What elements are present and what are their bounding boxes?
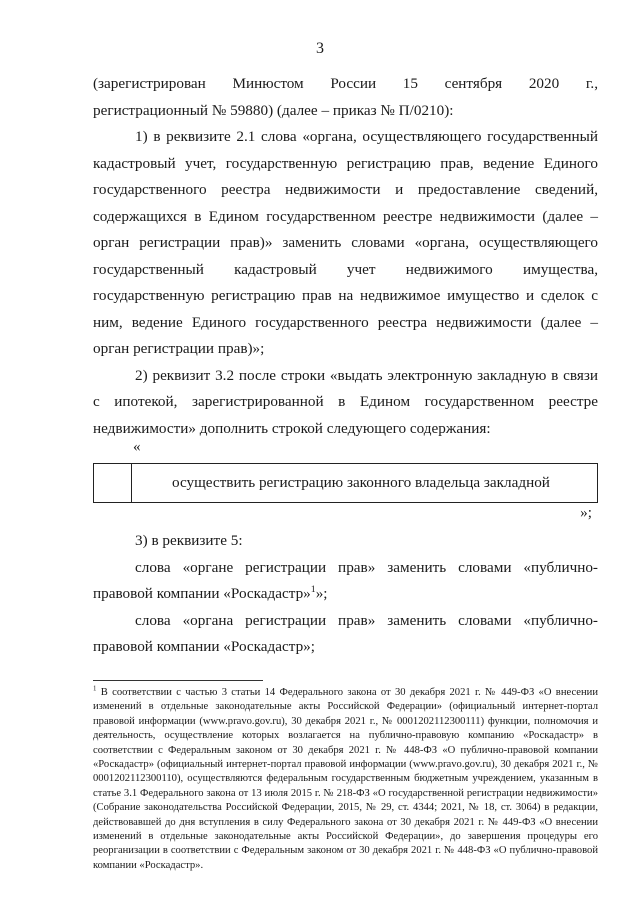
paragraph-item-3-a-text: слова «органе регистрации прав» заменить словами «публично-правовой компании «Роскадастр» <box>93 558 598 602</box>
quote-open: « <box>133 438 141 455</box>
paragraph-item-3: 3) в реквизите 5: <box>135 532 243 549</box>
paragraph-item-3-b: слова «органа регистрации прав» заменить словами «публично-правовой компании «Роскадастр»; <box>93 611 598 655</box>
footnote-marker: 1 <box>93 685 97 693</box>
inserted-row-table <box>93 463 598 503</box>
footnote-reference: 1 <box>310 583 316 595</box>
table-number-cell <box>94 464 132 502</box>
paragraph-registration-line2: регистрационный № 59880) (далее – приказ № П/0210): <box>93 101 454 119</box>
footnote-text: В соответствии с частью 3 статьи 14 Федерального закона от 30 декабря 2021 г. № 449-ФЗ «О внесении изменений в отдельные законодательные акты Российской Федерации» (официальный интернет-портал правовой информации (www.pravo.gov.ru), 30 декабря 2021 г., № 0001202112300111) функции, полномочия и деятельность, осуществление которых возлагается на публично-правовую компанию «Роскадастр» в соответствии с Федеральным законом от 30 декабря 2021 г. № 448-ФЗ «О публично-правовой компании «Роскадастр» (официальный интернет-портал правовой информации (www.pravo.gov.ru), 30 декабря 2021 г., № 0001202112300110), осуществляются федеральным государственным бюджетным учреждением, указанным в статье 3.1 Федерального закона от 13 июля 2015 г. № 218-ФЗ «О государственной регистрации недвижимости» (Собрание законодательства Российской Федерации, 2015, № 29, ст. 4344; 2021, № 18, ст. 3064) в редакции, действовавшей до дня вступления в силу Федерального закона от 30 декабря 2021 г. № 449-ФЗ «О внесении изменений в отдельные законодательные акты Российской Федерации», до завершения процедуры его реорганизации в соответствии с Федеральным законом от 30 декабря 2021 г. № 448-ФЗ «О публично-правовой компании «Роскадастр». <box>93 687 598 871</box>
paragraph-item-1: 1) в реквизите 2.1 слова «органа, осуществляющего государственный кадастровый учет, государственную регистрацию прав, ведение Единого государственного реестра недвижимости и предоставление сведений, содержащихся в Едином государственном реестре недвижимости (далее – орган регистрации прав)» заменить словами «органа, осуществляющего государственный кадастровый учет недвижимого имущества, государственную регистрацию прав на недвижимое имущество и сделок с ним, ведение Единого государственного реестра недвижимости (далее – орган регистрации прав)»; <box>93 128 598 357</box>
footnote <box>93 686 598 873</box>
footnote-divider <box>93 680 263 681</box>
page-number: 3 <box>316 40 324 57</box>
main-text-bottom <box>93 528 598 661</box>
paragraph-item-3-a <box>93 555 598 608</box>
quote-close: »; <box>580 504 592 521</box>
paragraph-item-2: 2) реквизит 3.2 после строки «выдать электронную закладную в связи с ипотекой, зарегистрированной в Едином государственном реестре недвижимости» дополнить строкой следующего содержания: <box>93 366 598 437</box>
main-text-top <box>93 71 598 442</box>
table-text-cell: осуществить регистрацию законного владельца закладной <box>172 474 550 491</box>
paragraph-item-3-a-end: »; <box>315 585 328 602</box>
paragraph-registration-line1: (зарегистрирован Минюстом России 15 сентября 2020 г., <box>93 75 598 92</box>
